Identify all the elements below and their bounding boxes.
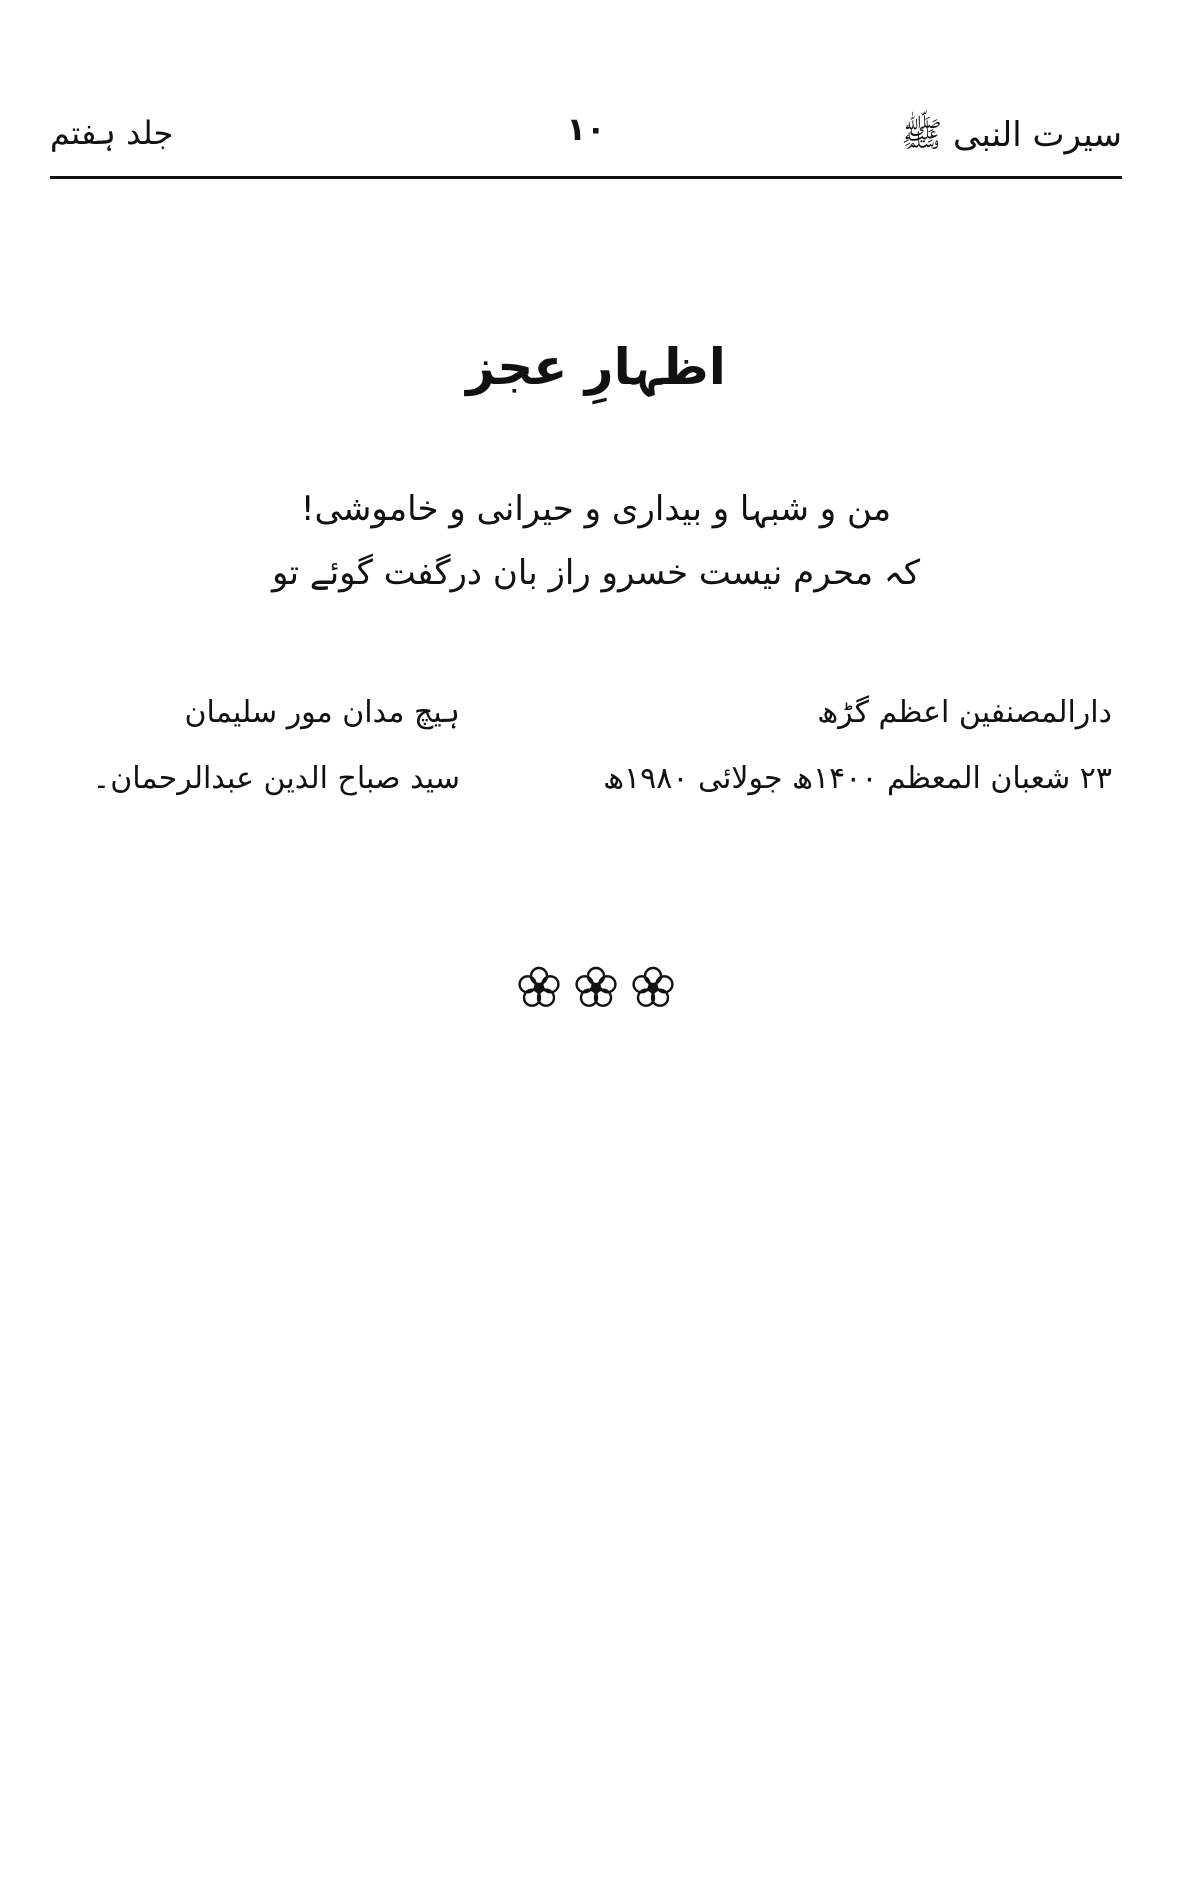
flower-icon [517,966,561,1014]
ornament-divider [0,966,1192,1014]
verse-line-1: من و شبہا و بیداری و حیرانی و خاموشی! [300,489,892,529]
running-header [50,110,1122,174]
signature-humble-epithet: ہیچ مدان مور سلیمان [184,695,460,730]
flower-icon [574,966,618,1014]
header-book-title: سیرت النبی ﷺ [901,115,1122,155]
verse-line-2: کہ محرم نیست خسرو راز بان درگفت گوئے تو [271,553,921,593]
page-title: اظہارِ عجز [466,338,726,396]
signature-place: دارالمصنفین اعظم گڑھ [817,695,1112,730]
header-rule [50,176,1122,179]
signature-date: ۲۳ شعبان المعظم ۱۴۰۰ھ جولائی ۱۹۸۰ھ [603,761,1112,796]
header-volume: جلد ہفتم [50,114,174,152]
flower-icon [631,966,675,1014]
signature-author-name: سید صباح الدین عبدالرحمان۔ [92,761,460,796]
signature-place-date [603,680,1112,812]
signature-author [80,680,460,812]
header-page-number: ۱۰ [566,110,606,148]
